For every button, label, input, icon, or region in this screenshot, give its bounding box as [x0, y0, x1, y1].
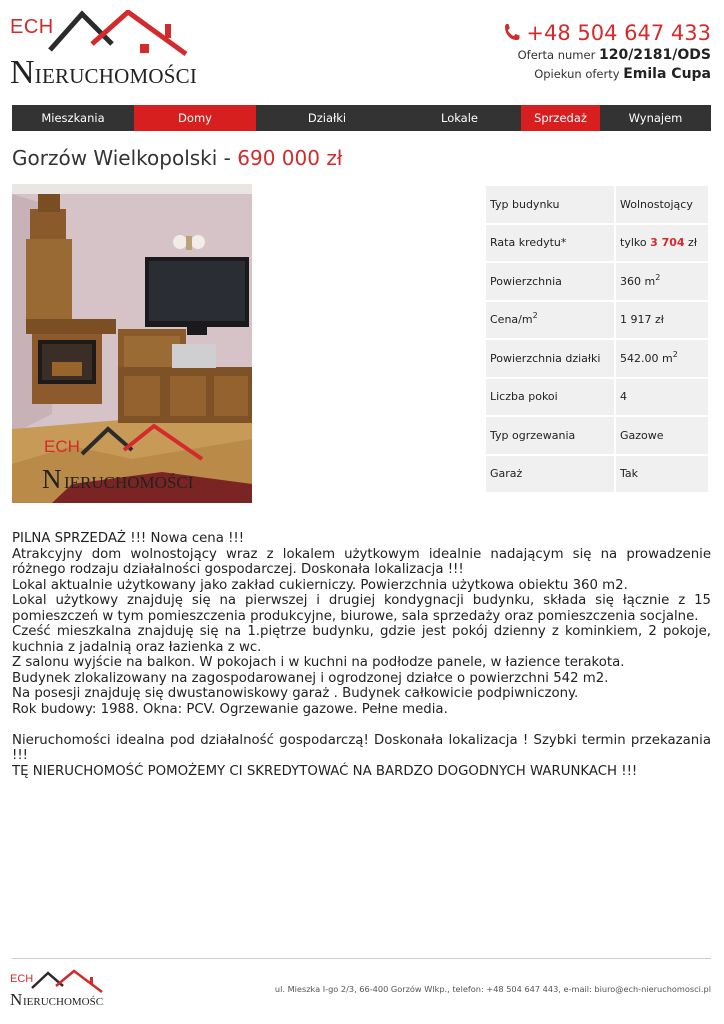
description-line: Na posesji znajduję się dwustanowiskowy garaż . Budynek całkowicie podpiwniczony.: [12, 686, 579, 701]
description-line: Lokal aktualnie użytkowany jako zakład cukierniczy. Powierzchnia użytkowa obiektu 360 m2.: [12, 577, 628, 593]
footer-divider: [12, 958, 711, 959]
nav-item-sprzedaz[interactable]: Sprzedaż: [521, 105, 600, 131]
description-spacer: [12, 717, 711, 733]
house-roof-logo-icon: [10, 968, 104, 1008]
description-line: Z salonu wyjście na balkon. W pokojach i w kuchni na podłodze panele, w łazience terakota.: [12, 655, 625, 670]
description-line: Nieruchomości idealna pod działalność gospodarczą! Doskonała lokalizacja ! Szybki termin przekazania !!!: [12, 732, 711, 763]
spec-row: [486, 186, 708, 223]
svg-text:ECH: ECH: [44, 437, 80, 456]
description-line: Budynek zlokalizowany na zagospodarowanej i ogrodzonej działce o powierzchni 542 m2.: [12, 670, 609, 686]
listing-city: Gorzów Wielkopolski -: [12, 146, 238, 170]
description-line: Rok budowy: 1988. Okna: PCV. Ogrzewanie gazowe. Pełne media.: [12, 701, 448, 717]
spec-label: [486, 302, 614, 339]
agent-name: Emila Cupa: [623, 66, 711, 82]
offer-number-line: [504, 46, 711, 65]
company-logo[interactable]: [10, 10, 198, 91]
loan-prefix: tylko: [620, 236, 651, 250]
svg-text:N: N: [42, 464, 62, 494]
nav-item-mieszkania[interactable]: Mieszkania: [41, 111, 105, 125]
contact-block: [504, 20, 711, 84]
plot-area-value: 542.00 m: [620, 351, 673, 365]
offer-number: 120/2181/ODS: [598, 47, 711, 63]
spec-value: [616, 225, 708, 262]
offer-label: Oferta numer: [517, 48, 596, 62]
spec-label: Powierzchnia działki: [486, 340, 614, 377]
description-line: Lokal użytkowy znajduję się na pierwszej i drugiej kondygnacji budynku, składa się łącznie z 15 pomieszczeń w tym pomieszczenia produkcyjne, biurowe, sala sprzedaży oraz pomieszczenia socjalne.: [12, 593, 711, 624]
loan-suffix: zł: [684, 236, 697, 250]
nav-item-wynajem[interactable]: Wynajem: [628, 111, 683, 125]
phone-icon: [504, 23, 520, 41]
main-nav: [12, 105, 711, 131]
spec-label: Typ budynku: [486, 186, 614, 223]
spec-value: 4: [616, 379, 708, 416]
spec-label: Typ ogrzewania: [486, 417, 614, 454]
description-line: PILNA SPRZEDAŻ !!! Nowa cena !!!: [12, 531, 245, 546]
description-line: Atrakcyjny dom wolnostojący wraz z lokalem użytkowym idealnie nadającym się na prowadzenie różnego rodzaju działalności gospodarczej. Doskonała lokalizacja !!!: [12, 546, 711, 577]
phone-number[interactable]: [504, 20, 711, 46]
spec-value: Gazowe: [616, 417, 708, 454]
area-sup: 2: [655, 272, 661, 282]
logo-initial: N: [10, 54, 35, 91]
svg-text:IERUCHOMOŚCI: IERUCHOMOŚCI: [64, 473, 194, 492]
property-specs-table: [484, 184, 710, 494]
logo-word-rest: IERUCHOMOŚCI: [34, 64, 198, 88]
footer-address: ul. Mieszka I-go 2/3, 66-400 Gorzów Wlkp., telefon: +48 504 647 443, e-mail: biuro@ech-nieruchomosci.pl: [274, 984, 711, 994]
agent-label: Opiekun oferty: [534, 67, 620, 81]
listing-title: [12, 146, 343, 170]
spec-value: Tak: [616, 456, 708, 493]
spec-value: [616, 263, 708, 300]
footer-logo[interactable]: [10, 968, 104, 1008]
loan-rate: 3 704: [650, 236, 685, 250]
svg-text:ECH: ECH: [10, 973, 34, 985]
spec-value: Wolnostojący: [616, 186, 708, 223]
spec-value: 1 917 zł: [616, 302, 708, 339]
nav-item-lokale[interactable]: Lokale: [440, 111, 478, 125]
description-line: Cześć mieszkalna znajduję się na 1.piętrze budynku, gdzie jest pokój dzienny z kominkiem, 2 pokoje, kuchnia z jadalnią oraz łazienka z wc.: [12, 624, 711, 655]
spec-label: Rata kredytu*: [486, 225, 614, 262]
nav-item-dzialki[interactable]: Działki: [307, 111, 347, 125]
phone-text: +48 504 647 433: [526, 21, 711, 45]
logo-ech-text: ECH: [10, 16, 54, 38]
area-value: 360 m: [620, 274, 656, 288]
logo-wordmark: [10, 54, 197, 92]
spec-label: Liczba pokoi: [486, 379, 614, 416]
spec-row: [486, 225, 708, 262]
interior-photo-image: [12, 184, 252, 503]
spec-row: [486, 456, 708, 493]
spec-row: [486, 302, 708, 339]
svg-text:IERUCHOMOŚCI: IERUCHOMOŚCI: [23, 996, 104, 1008]
nav-item-domy[interactable]: Domy: [134, 105, 256, 131]
spec-row: [486, 340, 708, 377]
listing-photo[interactable]: [12, 184, 252, 503]
spec-row: [486, 379, 708, 416]
spec-row: [486, 417, 708, 454]
agent-line: [504, 65, 711, 84]
plot-area-sup: 2: [672, 349, 678, 359]
spec-label: Garaż: [486, 456, 614, 493]
price-per-m-sup: 2: [532, 311, 538, 321]
header: [0, 0, 724, 100]
spec-row: [486, 263, 708, 300]
svg-text:N: N: [10, 990, 23, 1008]
description-line: TĘ NIERUCHOMOŚĆ POMOŻEMY CI SKREDYTOWAĆ NA BARDZO DOGODNYCH WARUNKACH !!!: [12, 763, 638, 779]
spec-label: Powierzchnia: [486, 263, 614, 300]
spec-value: [616, 340, 708, 377]
listing-description: [12, 531, 711, 779]
price-per-m-label: Cena/m: [490, 313, 533, 327]
listing-price: 690 000 zł: [237, 146, 343, 170]
